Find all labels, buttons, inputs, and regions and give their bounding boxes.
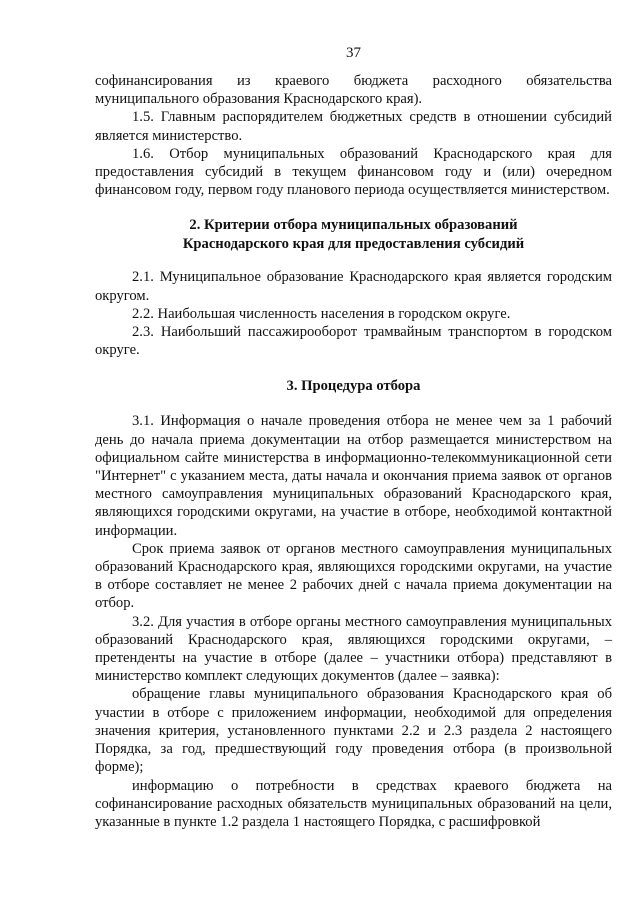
paragraph: информацию о потребности в средствах краевого бюджета на софинансирование расходных обязательств муниципальных образований на цели, указанные в пункте 1.2 раздела 1 настоящего Порядка, с расшифровкой <box>95 777 612 830</box>
paragraph: 1.6. Отбор муниципальных образований Краснодарского края для предоставления субсидий в текущем финансовом году и (или) очередном финансовом году, первом году планового периода осуществляется министерством. <box>95 145 612 199</box>
section-3-heading <box>95 377 612 396</box>
paragraph: 2.1. Муниципальное образование Краснодарского края является городским округом. <box>95 269 612 304</box>
section-1-tail <box>95 72 612 199</box>
paragraph: 1.5. Главным распорядителем бюджетных средств в отношении субсидий является министерство. <box>95 109 612 144</box>
heading-line: Краснодарского края для предоставления субсидий <box>182 236 525 253</box>
document-body <box>95 72 612 831</box>
paragraph: 3.1. Информация о начале проведения отбора не менее чем за 1 рабочий день до начала приема документации на отбор размещается министерством на официальном сайте министерства в информационно-телекоммуникационной сети "Интернет" с указанием места, даты начала и окончания приема заявок от органов местного самоуправления муниципальных образований Краснодарского края, являющихся городскими округами, на участие в отборе, необходимой контактной информации. <box>95 413 612 539</box>
heading-line: 2. Критерии отбора муниципальных образований <box>189 217 518 234</box>
paragraph: 3.2. Для участия в отборе органы местного самоуправления муниципальных образований Краснодарского края, являющихся городскими округами, – претенденты на участие в отборе (далее – участники отбора) представляют в министерство комплект следующих документов (далее – заявка): <box>95 613 612 685</box>
heading-line: 3. Процедура отбора <box>286 378 421 395</box>
section-3-body <box>95 412 612 831</box>
paragraph: обращение главы муниципального образования Краснодарского края об участии в отборе с приложением информации, необходимой для определения значения критерия, установленного пунктами 2.2 и 2.3 раздела 2 настоящего Порядка, за год, предшествующий году проведения отбора (в произвольной форме); <box>95 686 612 776</box>
section-2-body <box>95 268 612 359</box>
paragraph: 2.3. Наибольший пассажирооборот трамвайным транспортом в городском округе. <box>95 324 612 359</box>
section-2-heading <box>95 216 612 254</box>
paragraph: 2.2. Наибольшая численность населения в городском округе. <box>132 305 511 322</box>
paragraph: Срок приема заявок от органов местного самоуправления муниципальных образований Краснодарского края, являющихся городскими округами, на участие в отборе составляет не менее 2 рабочих дней с начала приема документации на отбор. <box>95 540 612 612</box>
page-number: 37 <box>346 45 361 61</box>
paragraph: софинансирования из краевого бюджета расходного обязательства муниципального образования Краснодарского края). <box>95 73 612 108</box>
